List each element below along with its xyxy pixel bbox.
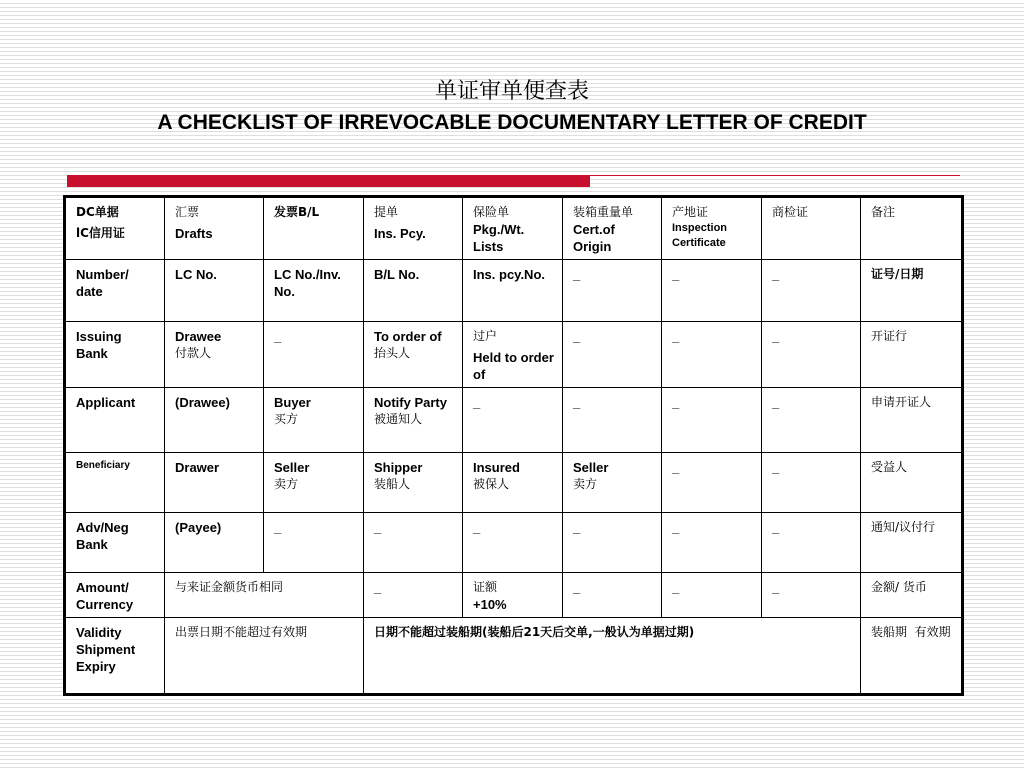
table-cell: _ — [264, 513, 364, 573]
row-label: Applicant — [65, 388, 165, 453]
table-cell: Insured 被保人 — [463, 453, 563, 513]
table-cell: Notify Party 被通知人 — [364, 388, 463, 453]
header-lc-label: lC信用证 — [76, 226, 125, 240]
table-cell: _ — [364, 573, 463, 618]
header-cell-origin — [662, 197, 762, 260]
table-cell: _ — [762, 260, 861, 322]
table-cell: Drawee 付款人 — [165, 322, 264, 388]
table-row-amount-currency — [65, 573, 963, 618]
row-label: Validity Shipment Expiry — [65, 618, 165, 695]
header-bl-en: Ins. Pcy. — [374, 226, 426, 241]
table-cell: Shipper 装船人 — [364, 453, 463, 513]
header-remarks-cn: 备注 — [871, 205, 896, 219]
header-origin-en: Inspection Certificate — [672, 222, 728, 249]
table-cell: _ — [563, 260, 662, 322]
header-cell-bill-of-lading — [364, 197, 463, 260]
header-cell-drafts — [165, 197, 264, 260]
table-cell: _ — [563, 388, 662, 453]
lc-checklist-table — [63, 195, 964, 696]
header-ins-cn: 保险单 — [473, 205, 510, 219]
table-cell-merged: 日期不能超过装船期(装船后21天后交单,一般认为单据过期) — [364, 618, 861, 695]
row-label: Number/ date — [65, 260, 165, 322]
table-cell: LC No. — [165, 260, 264, 322]
table-row-beneficiary — [65, 453, 963, 513]
table-cell: _ — [463, 388, 563, 453]
header-cell-insurance — [463, 197, 563, 260]
table-cell: Seller 卖方 — [563, 453, 662, 513]
table-cell: _ — [662, 513, 762, 573]
table-cell: _ — [264, 322, 364, 388]
remark-cell: 通知/议付行 — [861, 513, 963, 573]
table-cell: _ — [563, 573, 662, 618]
header-cell-invoice — [264, 197, 364, 260]
table-cell: (Drawee) — [165, 388, 264, 453]
header-insp-cn: 商检证 — [772, 205, 809, 219]
header-ins-en: Pkg./Wt. Lists — [473, 222, 525, 254]
remark-cell: 装船期 有效期 — [861, 618, 963, 695]
table-row-number-date — [65, 260, 963, 322]
table-row-issuing-bank — [65, 322, 963, 388]
table-cell: Buyer 买方 — [264, 388, 364, 453]
row-label: Issuing Bank — [65, 322, 165, 388]
header-bl-cn: 提单 — [374, 205, 399, 219]
remark-cell: 受益人 — [861, 453, 963, 513]
table-header-row — [65, 197, 963, 260]
table-cell: _ — [762, 322, 861, 388]
header-drafts-en: Drafts — [175, 226, 213, 241]
table-row-applicant — [65, 388, 963, 453]
table-cell: _ — [662, 573, 762, 618]
table-cell: 证额 +10% — [463, 573, 563, 618]
table-cell: _ — [762, 453, 861, 513]
remark-cell: 金额/ 货币 — [861, 573, 963, 618]
table-cell: Seller 卖方 — [264, 453, 364, 513]
table-cell: To order of 抬头人 — [364, 322, 463, 388]
table-cell: LC No./Inv. No. — [264, 260, 364, 322]
table-cell: _ — [463, 513, 563, 573]
header-cell-documents — [65, 197, 165, 260]
table-cell: _ — [364, 513, 463, 573]
remark-cell: 申请开证人 — [861, 388, 963, 453]
table-cell: _ — [662, 260, 762, 322]
remark-cell: 证号/日期 — [861, 260, 963, 322]
table-cell: _ — [762, 513, 861, 573]
table-cell: 过户 Held to order of — [463, 322, 563, 388]
table-cell: _ — [563, 513, 662, 573]
header-cell-remarks — [861, 197, 963, 260]
table-cell: _ — [563, 322, 662, 388]
title-divider-bar — [67, 175, 590, 187]
table-cell: Ins. pcy.No. — [463, 260, 563, 322]
table-cell: B/L No. — [364, 260, 463, 322]
header-origin-cn: 产地证 — [672, 205, 709, 219]
table-row-validity — [65, 618, 963, 695]
table-cell: Drawer — [165, 453, 264, 513]
header-cell-packing — [563, 197, 662, 260]
page-title-english: A CHECKLIST OF IRREVOCABLE DOCUMENTARY LETTER OF CREDIT — [157, 111, 867, 134]
header-cell-inspection — [762, 197, 861, 260]
remark-cell: 开证行 — [861, 322, 963, 388]
table-cell: _ — [662, 453, 762, 513]
header-dc-label: DC单据 — [76, 205, 119, 219]
row-label: Beneficiary — [65, 453, 165, 513]
header-invoice-label: 发票B/L — [274, 205, 320, 219]
header-drafts-cn: 汇票 — [175, 205, 200, 219]
table-cell-merged: 出票日期不能超过有效期 — [165, 618, 364, 695]
row-label: Adv/Neg Bank — [65, 513, 165, 573]
table-cell: _ — [762, 573, 861, 618]
header-pkg-cn: 装箱重量单 — [573, 205, 634, 219]
table-row-adv-neg-bank — [65, 513, 963, 573]
table-cell: _ — [762, 388, 861, 453]
table-cell: _ — [662, 388, 762, 453]
table-cell: _ — [662, 322, 762, 388]
page-title-chinese: 单证审单便查表 — [434, 79, 589, 104]
row-label: Amount/ Currency — [65, 573, 165, 618]
table-cell-merged: 与来证金额货币相同 — [165, 573, 364, 618]
header-pkg-en: Cert.of Origin — [573, 222, 615, 254]
table-cell: (Payee) — [165, 513, 264, 573]
